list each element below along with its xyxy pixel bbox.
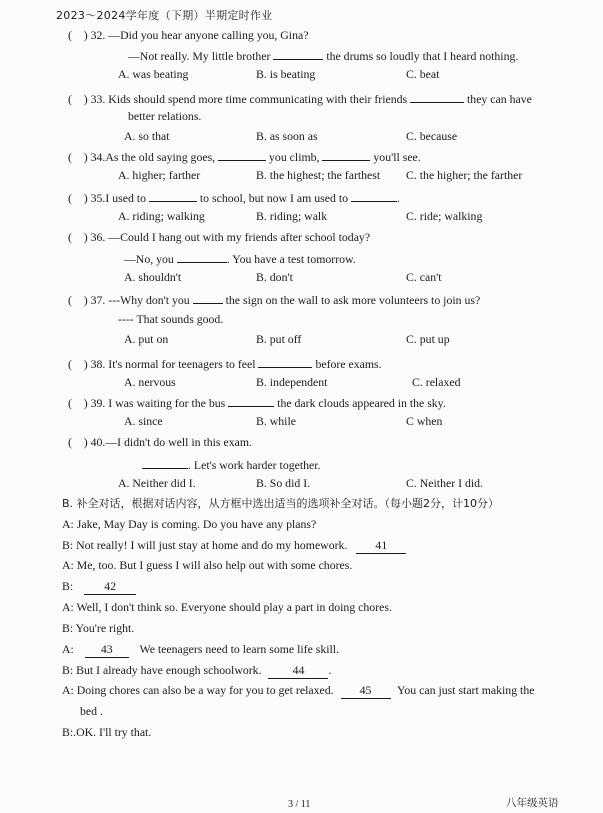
q33-stem: ( ) 33. Kids should spend more time communicating with their friends they can have [68, 92, 532, 106]
q38-blank[interactable] [258, 355, 312, 368]
page-number: 3 / 11 [288, 799, 311, 810]
q36-option-b[interactable]: B. don't [256, 270, 293, 284]
q34-blank-1[interactable] [218, 148, 266, 161]
q40-option-a[interactable]: A. Neither did I. [118, 476, 196, 490]
dialogue-line-3: A: Me, too. But I guess I will also help out with some chores. [62, 558, 353, 572]
q34-blank-2[interactable] [322, 148, 370, 161]
dialogue-line-7: A: 43 We teenagers need to learn some life skill. [62, 642, 340, 656]
q32-option-a[interactable]: A. was beating [118, 67, 189, 81]
q36-blank[interactable] [177, 250, 227, 263]
q35-option-b[interactable]: B. riding; walk [256, 209, 328, 223]
q32-option-c[interactable]: C. beat [406, 67, 440, 81]
q40-option-c[interactable]: C. Neither I did. [406, 476, 483, 490]
q34-option-a[interactable]: A. higher; farther [118, 168, 201, 182]
q35-blank-2[interactable] [351, 189, 397, 202]
dialogue-line-10: bed . [80, 704, 103, 718]
blank-42[interactable]: 42 [84, 579, 136, 595]
q36-stem: ( ) 36. —Could I hang out with my friends after school today? [68, 230, 371, 244]
dialogue-line-8: B: But I already have enough schoolwork. 44 . [62, 663, 332, 677]
q38-option-c[interactable]: C. relaxed [412, 375, 461, 389]
q39-stem: ( ) 39. I was waiting for the bus the dark clouds appeared in the sky. [68, 396, 446, 410]
blank-45[interactable]: 45 [341, 683, 391, 699]
section-b-instruction: B. 补全对话，根据对话内容，从方框中选出适当的选项补全对话。（每小题2分，计10分） [62, 497, 500, 510]
q40-blank[interactable] [142, 456, 188, 469]
blank-41[interactable]: 41 [356, 538, 406, 554]
q34-option-b[interactable]: B. the highest; the farthest [256, 168, 381, 182]
q40-line2: . Let's work harder together. [142, 456, 321, 473]
q34-stem: ( ) 34.As the old saying goes, you climb, you'll see. [68, 150, 421, 164]
q39-blank[interactable] [228, 394, 274, 407]
q33-option-a[interactable]: A. so that [124, 129, 170, 143]
q35-stem: ( ) 35.I used to to school, but now I am used to . [68, 191, 400, 205]
q32-blank[interactable] [273, 47, 323, 60]
q34-option-c[interactable]: C. the higher; the farther [406, 168, 523, 182]
q38-stem: ( ) 38. It's normal for teenagers to feel before exams. [68, 357, 382, 371]
q39-option-a[interactable]: A. since [124, 414, 163, 428]
q37-stem: ( ) 37. ---Why don't you the sign on the wall to ask more volunteers to join us? [68, 293, 481, 307]
dialogue-line-2: B: Not really! I will just stay at home and do my homework. 41 [62, 538, 406, 554]
q38-option-b[interactable]: B. independent [256, 375, 328, 389]
q40-option-b[interactable]: B. So did I. [256, 476, 311, 490]
q37-option-c[interactable]: C. put up [406, 332, 450, 346]
q39-option-c[interactable]: C when [406, 414, 443, 428]
q36-line2: —No, you . You have a test tomorrow. [124, 252, 356, 266]
q37-blank[interactable] [193, 291, 223, 304]
q33-line2: better relations. [128, 109, 202, 123]
q40-stem: ( ) 40.—I didn't do well in this exam. [68, 435, 252, 449]
dialogue-line-5: A: Well, I don't think so. Everyone should play a part in doing chores. [62, 600, 392, 614]
blank-44[interactable]: 44 [268, 663, 328, 679]
q32-line2: —Not really. My little brother the drums so loudly that I heard nothing. [128, 49, 519, 63]
q39-option-b[interactable]: B. while [256, 414, 296, 428]
dialogue-line-6: B: You're right. [62, 621, 135, 635]
q33-option-b[interactable]: B. as soon as [256, 129, 318, 143]
q36-option-a[interactable]: A. shouldn't [124, 270, 182, 284]
q32-option-b[interactable]: B. is beating [256, 67, 316, 81]
q33-option-c[interactable]: C. because [406, 129, 458, 143]
q38-option-a[interactable]: A. nervous [124, 375, 176, 389]
page-header: 2023～2024学年度（下期）半期定时作业 [56, 9, 273, 22]
q35-blank-1[interactable] [149, 189, 197, 202]
q33-blank[interactable] [410, 90, 464, 103]
dialogue-line-11: B:.OK. I'll try that. [62, 725, 152, 739]
q35-option-a[interactable]: A. riding; walking [118, 209, 205, 223]
q36-option-c[interactable]: C. can't [406, 270, 442, 284]
q32-stem: ( ) 32. —Did you hear anyone calling you, Gina? [68, 28, 309, 42]
dialogue-line-1: A: Jake, May Day is coming. Do you have any plans? [62, 517, 317, 531]
q37-option-a[interactable]: A. put on [124, 332, 169, 346]
q37-line2: ---- That sounds good. [118, 312, 224, 326]
dialogue-line-4: B: 42 [62, 579, 136, 595]
subject-label: 八年级英语 [506, 797, 559, 809]
q35-option-c[interactable]: C. ride; walking [406, 209, 483, 223]
q37-option-b[interactable]: B. put off [256, 332, 302, 346]
blank-43[interactable]: 43 [85, 642, 129, 658]
dialogue-line-9: A: Doing chores can also be a way for you to get relaxed. 45 You can just start making the [62, 683, 535, 697]
